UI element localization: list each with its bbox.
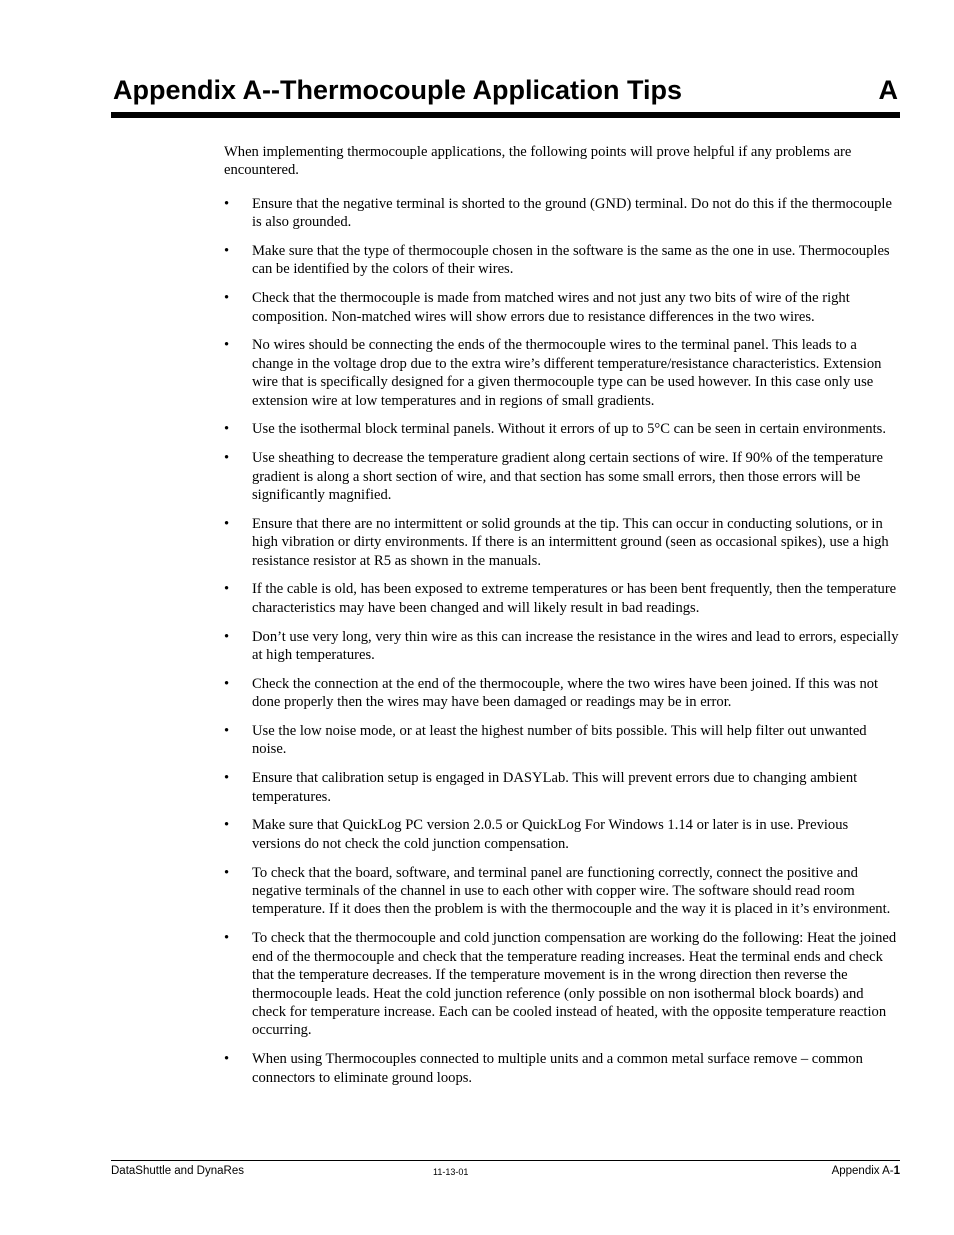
list-item [224, 1050, 900, 1087]
bullet-icon: • [224, 290, 230, 307]
list-item [224, 864, 900, 919]
bullet-icon: • [224, 195, 230, 212]
tip-text: Ensure that the negative terminal is shorted to the ground (GND) terminal. Do not do this if the thermocouple is also grounded. [252, 195, 892, 231]
tip-text: Make sure that the type of thermocouple chosen in the software is the same as the one in use. Thermocouples can be identified by the colors of their wires. [252, 243, 890, 278]
tip-text: Make sure that QuickLog PC version 2.0.5 or QuickLog For Windows 1.14 or later is in use. Previous versions do not check the cold junction compensation. [252, 817, 849, 852]
tips-list [224, 195, 900, 1087]
list-item [224, 580, 900, 617]
tip-text: Check that the thermocouple is made from matched wires and not just any two bits of wire of the right composition. Non-matched wires will show errors due to resistance differences in the two wires. [252, 290, 850, 325]
bullet-icon: • [224, 723, 230, 740]
list-item [224, 769, 900, 806]
tip-text: No wires should be connecting the ends of the thermocouple wires to the terminal panel. This leads to a change in the voltage drop due to the extra wire’s different temperature/resistance characteristics. Extension wire that is specifically designed for a given thermocouple type can be used however. In this case only use extension wire at low temperatures and in regions of small gradients. [252, 337, 882, 409]
list-item [224, 515, 900, 570]
footer-product: DataShuttle and DynaRes [111, 1165, 244, 1177]
list-item [224, 420, 900, 438]
bullet-icon: • [224, 421, 230, 438]
footer-page-ref [832, 1165, 900, 1177]
bullet-icon: • [224, 628, 230, 645]
tip-text: Use sheathing to decrease the temperature gradient along certain sections of wire. If 90% of the temperature gradient is along a short section of wire, and that section has some small errors, then those errors will be significantly magnified. [252, 450, 883, 504]
list-item [224, 722, 900, 759]
list-item [224, 628, 900, 665]
list-item [224, 336, 900, 410]
page-title: Appendix A--Thermocouple Application Tips [113, 75, 683, 105]
tip-text: To check that the thermocouple and cold junction compensation are working do the following: Heat the joined end of the thermocouple and check that the temperature reading increases. Heat the terminal ends and check that the temperature decreases. If the temperature movement is in the wrong direction then reverse the thermocouple leads. Heat the cold junction reference (only possible on non isothermal block boards) and check for temperature increase. Each can be cooled instead of heated, with the opposite temperature reaction occurring. [252, 930, 897, 1039]
bullet-icon: • [224, 1051, 230, 1068]
bullet-icon: • [224, 770, 230, 787]
bullet-icon: • [224, 930, 230, 947]
tip-text: Don’t use very long, very thin wire as this can increase the resistance in the wires and lead to errors, especially at high temperatures. [252, 628, 899, 664]
tip-text: Use the low noise mode, or at least the highest number of bits possible. This will help filter out unwanted noise. [252, 723, 867, 758]
tip-text: To check that the board, software, and terminal panel are functioning correctly, connect the positive and negative terminals of the channel in use to each other with copper wire. The software should read room temperature. If it does then the problem is with the thermocouple and the way it is placed in it’s environment. [252, 864, 891, 918]
bullet-icon: • [224, 450, 230, 467]
page-header [111, 72, 900, 118]
main-content [224, 143, 900, 1097]
list-item [224, 449, 900, 504]
footer-section: Appendix A- [831, 1165, 894, 1177]
tip-text: Ensure that calibration setup is engaged in DASYLab. This will prevent errors due to changing ambient temperatures. [252, 770, 858, 805]
page-footer [111, 1160, 900, 1177]
tip-text: If the cable is old, has been exposed to extreme temperatures or has been bent frequently, then the temperature characteristics may have been changed and will likely result in bad readings. [252, 581, 897, 616]
bullet-icon: • [224, 337, 230, 354]
page-number: 1 [893, 1165, 900, 1177]
tip-text: When using Thermocouples connected to multiple units and a common metal surface remove – common connectors to eliminate ground loops. [252, 1051, 863, 1086]
intro-paragraph: When implementing thermocouple applications, the following points will prove helpful if any problems are encountered. [224, 144, 852, 179]
tip-text: Check the connection at the end of the thermocouple, where the two wires have been joined. If this was not done properly then the wires may have been damaged or readings may be in error. [252, 675, 879, 711]
bullet-icon: • [224, 581, 230, 598]
bullet-icon: • [224, 243, 230, 260]
footer-date: 11-13-01 [433, 1167, 469, 1177]
list-item [224, 675, 900, 712]
bullet-icon: • [224, 817, 230, 834]
list-item [224, 929, 900, 1039]
list-item [224, 195, 900, 232]
list-item [224, 289, 900, 326]
bullet-icon: • [224, 675, 230, 692]
bullet-icon: • [224, 864, 230, 881]
list-item [224, 816, 900, 853]
list-item [224, 242, 900, 279]
appendix-letter: A [878, 75, 898, 105]
tip-text: Ensure that there are no intermittent or solid grounds at the tip. This can occur in conducting solutions, or in high vibration or dirty environments. If there is an intermittent ground (seen as occasional spikes), use a high resistance resistor at R5 as shown in the manuals. [252, 515, 889, 569]
bullet-icon: • [224, 515, 230, 532]
tip-text: Use the isothermal block terminal panels. Without it errors of up to 5°C can be seen in certain environments. [252, 421, 886, 438]
